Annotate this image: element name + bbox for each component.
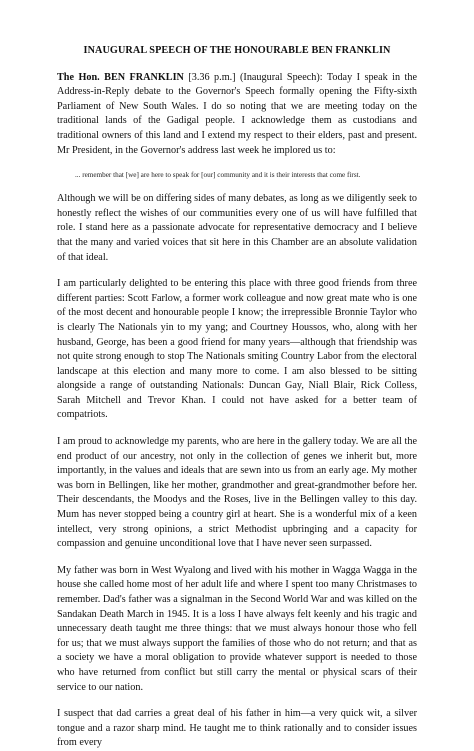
paragraph-1: Although we will be on differing sides of many debates, as long as we diligently seek to honestly reflect the wishes of our communities every one of us will have fulfilled that role. I stand here as a passionate advocate for representative democracy and I believe that the many and varied voices that sit here in this Chamber are an absolute validation of that ideal. xyxy=(57,193,417,263)
intro-paragraph xyxy=(57,71,417,159)
paragraph-4: My father was born in West Wyalong and lived with his mother in Wagga Wagga in the house she called home most of her adult life and where I spent too many Christmases to remember. Dad's father was a signalman in the Second World War and was killed on the Sandakan Death March in 1945. It is a loss I have always felt keenly and his tragic and unnecessary death taught me three things: that we must always honour those who fell for us; that we must always support the families of those who do not return; and that as a society we have a moral obligation to provide whatever support is needed to those who have returned from conflict but still carry the mental or physical scars of their service to our nation. xyxy=(57,564,417,693)
speech-title: INAUGURAL SPEECH OF THE HONOURABLE BEN FRANKLIN xyxy=(83,45,391,56)
paragraph-3: I am proud to acknowledge my parents, who are here in the gallery today. We are all the end product of our ancestry, not only in the collection of genes we inherit but, more importantly, in the values and ideals that are sewn into us from an early age. My mother was born in Bellingen, like her mother, grandmother and great-grandmother before her. Their descendants, the Moodys and the Roses, live in the Bellingen valley to this day. Mum has never stopped being a country girl at heart. She is a wonderful mix of a keen intellect, very strong opinions, a strict Methodist upbringing and a capacity for compassion and genuine unconditional love that I have never seen surpassed. xyxy=(57,436,417,550)
paragraph-5: I suspect that dad carries a great deal of his father in him—a very quick wit, a silver tongue and a razor sharp mind. He taught me to think rationally and to consider issues from every xyxy=(57,708,417,749)
governor-quote: ... remember that [we] are here to speak for [our] community and it is their interests that come first. xyxy=(75,171,361,180)
paragraph-2: I am particularly delighted to be entering this place with three good friends from three different parties: Scott Farlow, a former work colleague and now great mate who is one of the most decent and honourable people I know; the irrepressible Bronnie Taylor who is clearly The Nationals yin to my yang; and Courtney Houssos, who, along with her husband, George, has been a good friend for many years—although that friendship was not quite strong enough to stop The Nationals smiting Country Labor from the electoral landscape at this election and many more to come. I am also blessed to be sitting alongside a range of outstanding Nationals: Duncan Gay, Niall Blair, Rick Colless, Sarah Mitchell and Trevor Khan. I could not have asked for a better team of compatriots. xyxy=(57,278,417,421)
speaker-name: The Hon. BEN FRANKLIN xyxy=(57,71,184,83)
intro-text: [3.36 p.m.] (Inaugural Speech): Today I speak in the Address-in-Reply debate to the Governor's Speech formally opening the Fifty-sixth Parliament of New South Wales. I do so noting that we are meeting today on the traditional lands of the Gadigal people. I acknowledge them as custodians and traditional owners of this land and I extend my respect to their elders, past and present. Mr President, in the Governor's address last week he implored us to: xyxy=(57,71,417,156)
